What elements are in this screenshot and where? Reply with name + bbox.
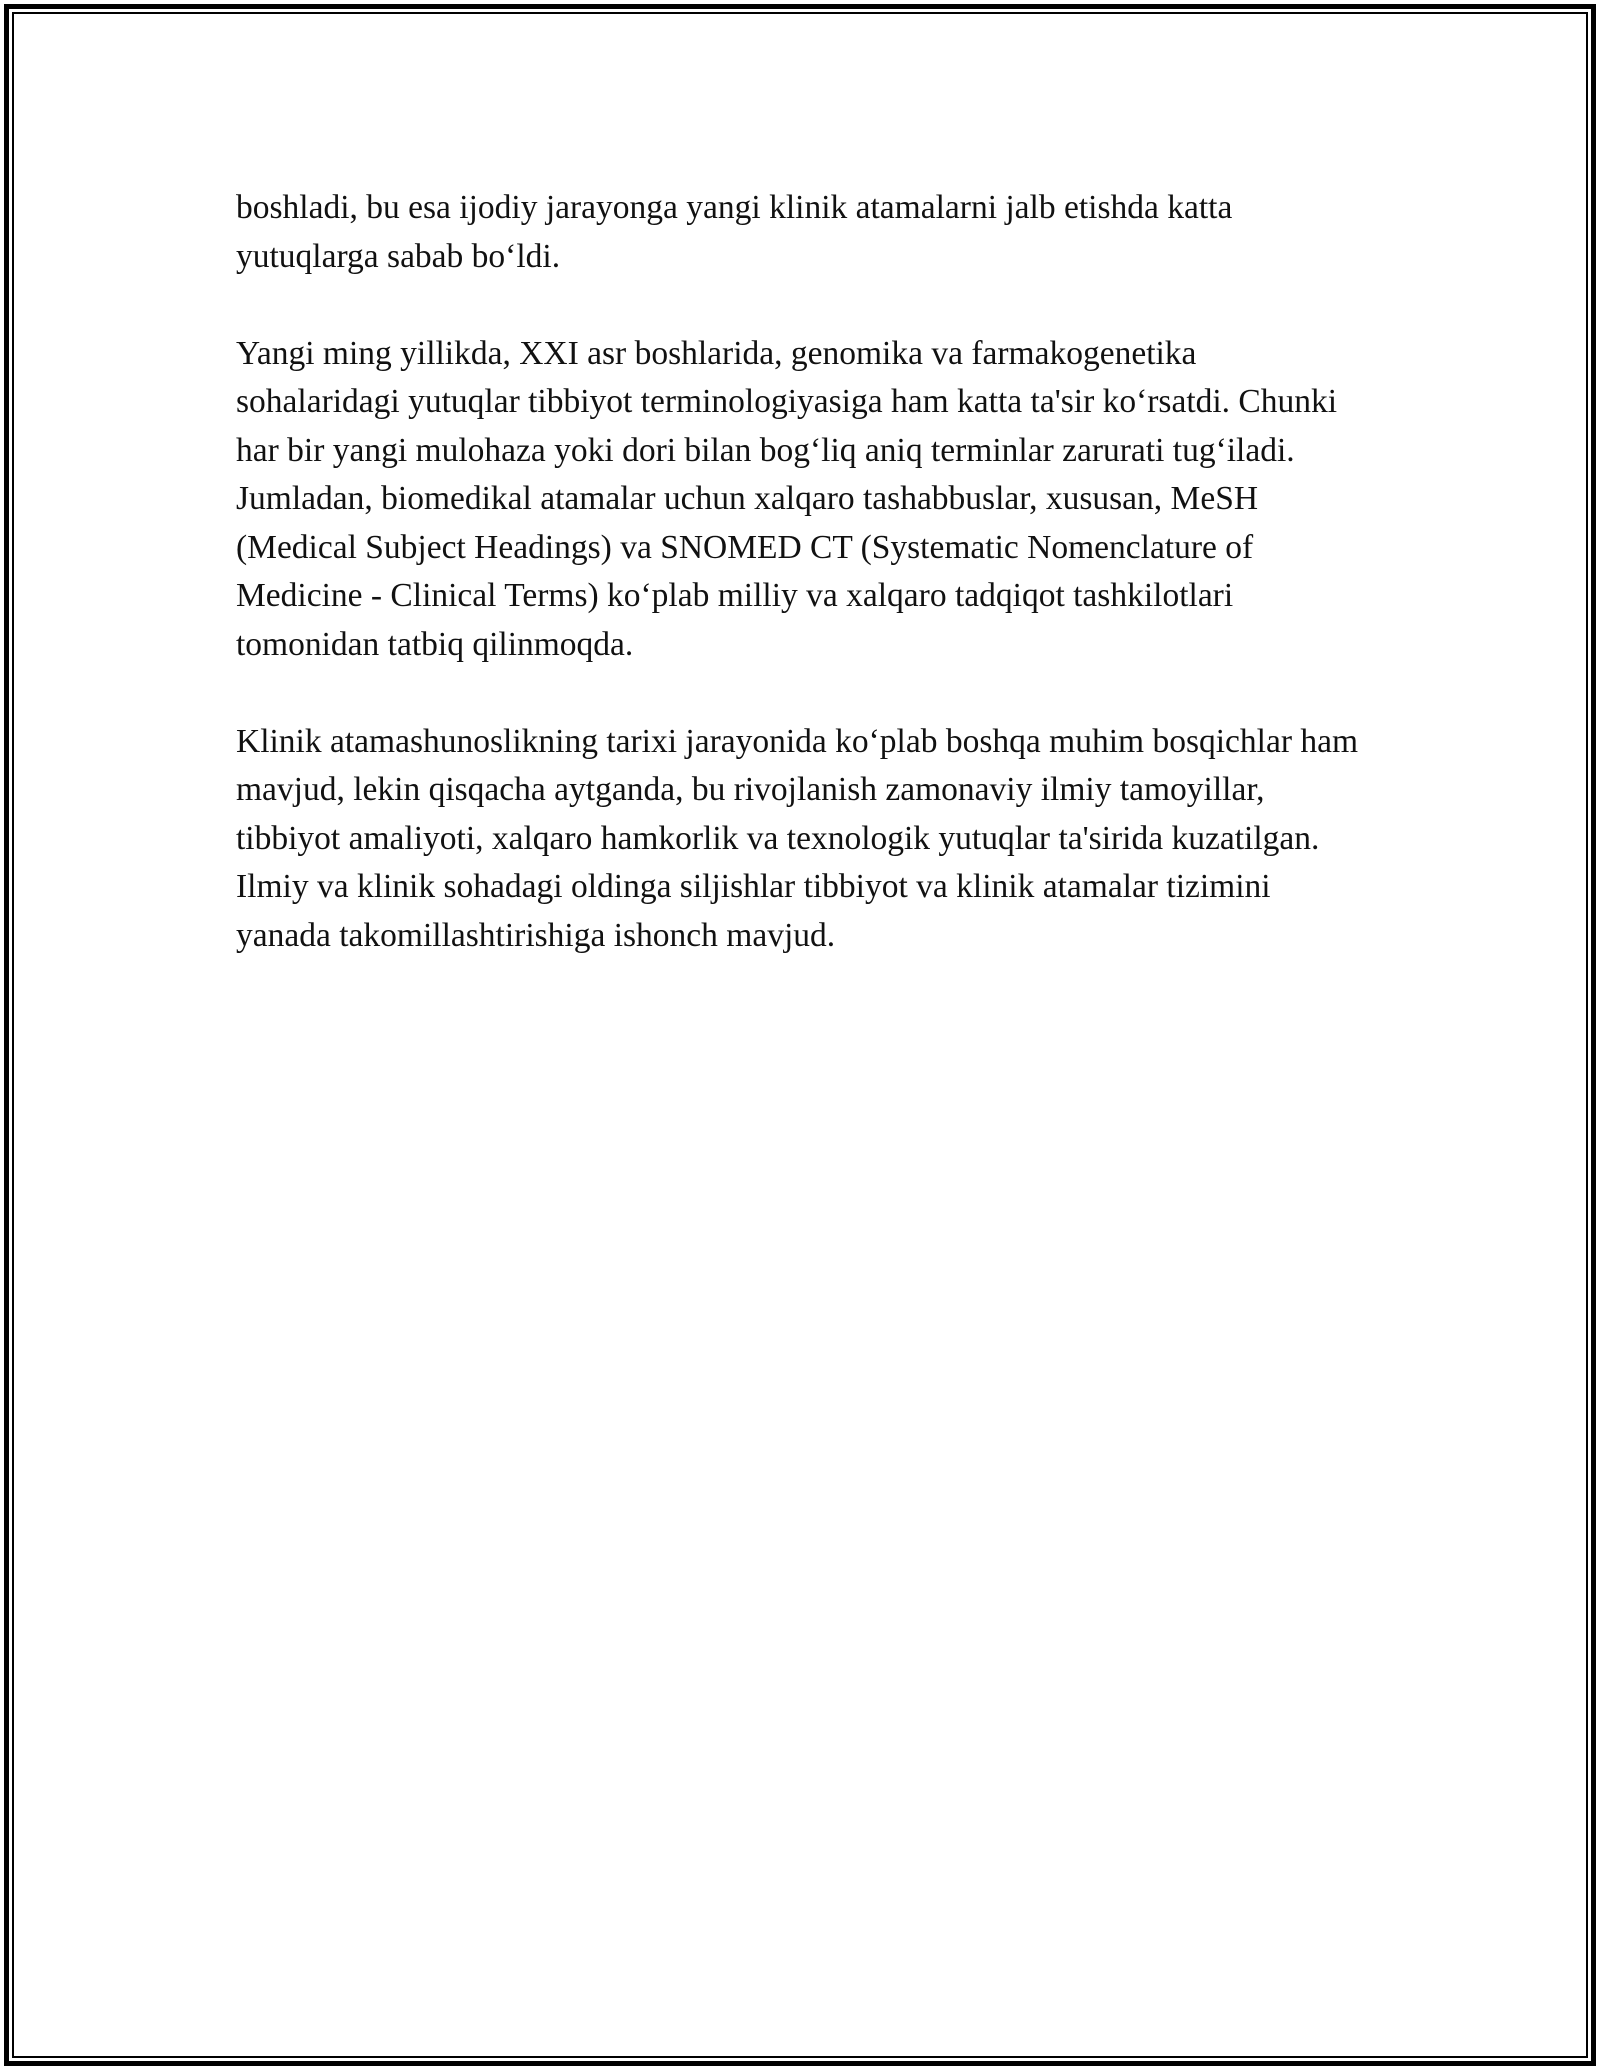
paragraph-1: boshladi, bu esa ijodiy jarayonga yangi klinik atamalarni jalb etishda katta yutuqlarga sabab bo‘ldi. [236,189,1233,275]
paragraph-3: Klinik atamashunoslikning tarixi jarayonida ko‘plab boshqa muhim bosqichlar ham mavjud, lekin qisqacha aytganda, bu rivojlanish zamonaviy ilmiy tamoyillar, tibbiyot amaliyoti, xalqaro hamkorlik va texnologik yutuqlar ta'sirida kuzatilgan. Ilmiy va klinik sohadagi oldinga siljishlar tibbiyot va klinik atamalar tizimini yanada takomillashtirishiga ishonch mavjud. [236,722,1359,954]
document-body [236,184,1366,960]
paragraph-2: Yangi ming yillikda, XXI asr boshlarida, genomika va farmakogenetika sohalaridagi yutuqlar tibbiyot terminologiyasiga ham katta ta'sir ko‘rsatdi. Chunki har bir yangi mulohaza yoki dori bilan bog‘liq aniq terminlar zarurati tug‘iladi. Jumladan, biomedikal atamalar uchun xalqaro tashabbuslar, xususan, MeSH (Medical Subject Headings) va SNOMED CT (Systematic Nomenclature of Medicine - Clinical Terms) ko‘plab milliy va xalqaro tadqiqot tashkilotlari tomonidan tatbiq qilinmoqda. [236,334,1338,663]
